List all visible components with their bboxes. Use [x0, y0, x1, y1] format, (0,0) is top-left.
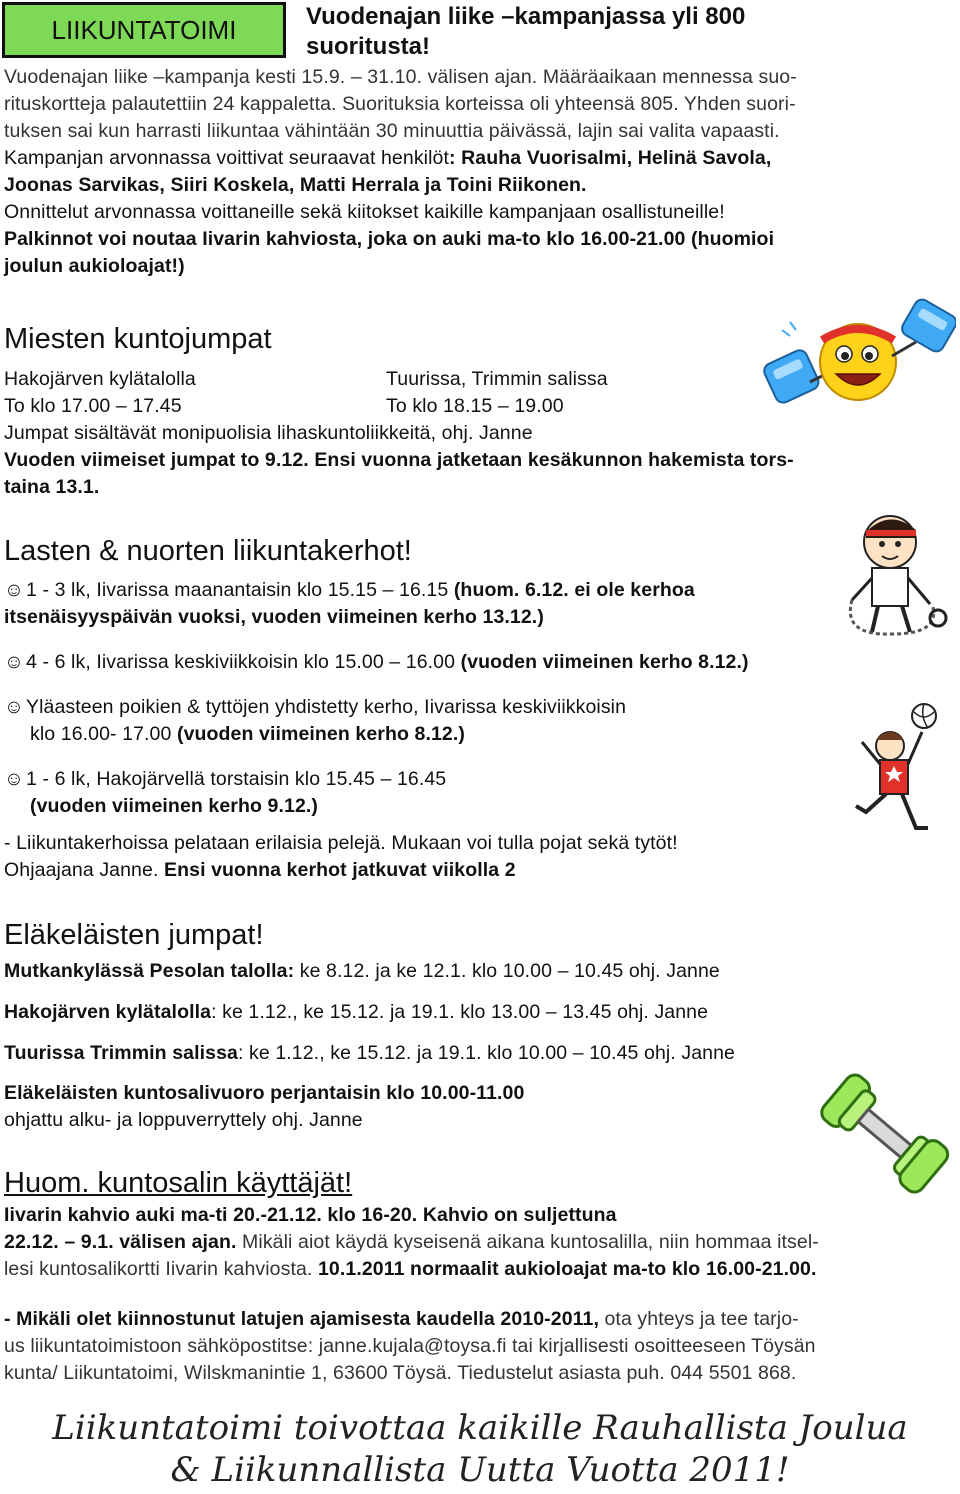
trails-paragraph: [4, 1306, 799, 1333]
men-schedule-note: taina 13.1.: [4, 476, 100, 498]
club-item: [4, 766, 446, 793]
club-note: (vuoden viimeinen kerho 8.12.): [176, 723, 465, 745]
men-location-2: Tuurissa, Trimmin salissa: [386, 368, 608, 390]
prize-info: joulun aukioloajat!): [4, 255, 185, 277]
gym-notice: [4, 1229, 819, 1256]
winners-names: : Rauha Vuorisalmi, Helinä Savola,: [449, 147, 772, 169]
section-heading-kids: Lasten & nuorten liikuntakerhot!: [4, 535, 412, 567]
boy-jump-rope-icon: [832, 508, 958, 638]
men-location-1: Hakojärven kylätalolla: [4, 368, 196, 390]
smiley-icon: ☺: [4, 579, 25, 601]
gym-normal-hours: 10.1.2011 normaalit aukioloajat ma-to klo 16.00-21.00.: [317, 1258, 817, 1280]
men-description: Jumpat sisältävät monipuolisia lihaskuntoliikkeitä, ohj. Janne: [4, 422, 533, 444]
trails-contact: kunta/ Liikuntatoimi, Wilskmanintie 1, 63600 Töysä. Tiedustelut asiasta puh. 044 5501 868.: [4, 1362, 797, 1384]
greeting-line: & Liikunnallista Uutta Vuotta 2011!: [170, 1450, 790, 1490]
winners-intro: Kampanjan arvonnassa voittivat seuraavat henkilöt: [4, 147, 449, 169]
senior-time: : ke 1.12., ke 15.12. ja 19.1. klo 10.00 – 10.45 ohj. Janne: [237, 1042, 735, 1064]
club-info: [4, 857, 516, 884]
greeting-line: Liikuntatoimi toivottaa kaikille Rauhallista Joulua: [52, 1408, 908, 1448]
text-line: [4, 145, 797, 172]
text-line: Onnittelut arvonnassa voittaneille sekä kiitokset kaikille kampanjaan osallistuneille!: [4, 201, 725, 223]
club-time: 1 - 3 lk, Iivarissa maanantaisin klo 15.15 – 16.15: [26, 579, 454, 601]
men-time-1: To klo 17.00 – 17.45: [4, 395, 182, 417]
title-line: Vuodenajan liike –kampanjassa yli 800: [306, 3, 746, 30]
club-note: (vuoden viimeinen kerho 9.12.): [30, 795, 318, 817]
text-line: rituskortteja palautettiin 24 kappaletta. Suorituksia korteissa oli yhteensä 805. Yhden suori-: [4, 93, 796, 115]
senior-location: Mutkankylässä Pesolan talolla:: [4, 960, 295, 982]
smiley-icon: ☺: [4, 696, 25, 718]
gym-notice: Iivarin kahvio auki ma-ti 20.-21.12. klo 16-20. Kahvio on suljettuna: [4, 1204, 617, 1226]
prize-info: Palkinnot voi noutaa Iivarin kahviosta, joka on auki ma-to klo 16.00-21.00 (huomioi: [4, 228, 775, 250]
smiley-icon: ☺: [4, 768, 25, 790]
club-note: (huom. 6.12. ei ole kerhoa: [453, 579, 695, 601]
title-line: suoritusta!: [306, 33, 431, 60]
club-time: klo 16.00- 17.00: [30, 723, 177, 745]
trails-contact: us liikuntatoimistoon sähköpostitse: janne.kujala@toysa.fi tai kirjallisesti osoitteeseen Töysän: [4, 1335, 816, 1357]
senior-gym-note: ohjattu alku- ja loppuverryttely ohj. Janne: [4, 1109, 363, 1131]
senior-gym-time: Eläkeläisten kuntosalivuoro perjantaisin klo 10.00-11.00: [4, 1082, 525, 1104]
section-heading-seniors: Eläkeläisten jumpat!: [4, 919, 264, 951]
senior-row: [4, 999, 708, 1026]
club-next-start: Ensi vuonna kerhot jatkuvat viikolla 2: [164, 859, 516, 881]
club-info: - Liikuntakerhoissa pelataan erilaisia pelejä. Mukaan voi tulla pojat sekä tytöt!: [4, 832, 678, 854]
club-instructor: Ohjaajana Janne.: [4, 859, 164, 881]
smiley-icon: ☺: [4, 651, 25, 673]
senior-location: Hakojärven kylätalolla: [4, 1001, 212, 1023]
men-schedule-note: Vuoden viimeiset jumpat to 9.12. Ensi vuonna jatketaan kesäkunnon hakemista tors-: [4, 449, 794, 471]
club-time: 1 - 6 lk, Hakojärvellä torstaisin klo 15.45 – 16.45: [26, 768, 447, 790]
section-heading-men: Miesten kuntojumpat: [4, 323, 272, 355]
text-line: tuksen sai kun harrasti liikuntaa vähintään 30 minuuttia päivässä, lajin sai valita vapaasti.: [4, 120, 780, 142]
winners-names: Joonas Sarvikas, Siiri Koskela, Matti Herrala ja Toini Riikonen.: [4, 174, 587, 196]
senior-row: [4, 958, 720, 985]
smiley-weights-icon: [760, 296, 956, 436]
club-time: 4 - 6 lk, Iivarissa keskiviikkoisin klo 15.00 – 16.00: [26, 651, 461, 673]
girl-volleyball-icon: [836, 702, 956, 842]
club-note: itsenäisyyspäivän vuoksi, vuoden viimeinen kerho 13.12.): [4, 606, 544, 628]
dumbbell-icon: [818, 1062, 954, 1202]
campaign-paragraph: [4, 64, 797, 280]
trails-text: ota yhteys ja tee tarjo-: [598, 1308, 799, 1330]
club-item: [4, 649, 749, 676]
club-item: [4, 577, 695, 604]
senior-time: : ke 1.12., ke 15.12. ja 19.1. klo 13.00 – 13.45 ohj. Janne: [211, 1001, 709, 1023]
section-heading-gym: Huom. kuntosalin käyttäjät!: [4, 1167, 353, 1199]
text-line: Vuodenajan liike –kampanja kesti 15.9. – 31.10. välisen ajan. Määräaikaan mennessa suo-: [4, 66, 797, 88]
club-time: Yläasteen poikien & tyttöjen yhdistetty kerho, Iivarissa keskiviikkoisin: [26, 696, 627, 718]
gym-notice: [4, 1256, 817, 1283]
gym-notice-text: lesi kuntosalikortti Iivarin kahviosta.: [4, 1258, 318, 1280]
trails-intro: - Mikäli olet kiinnostunut latujen ajamisesta kaudella 2010-2011,: [4, 1308, 599, 1330]
club-item: [4, 694, 626, 721]
page-title: [306, 2, 745, 62]
club-note: (vuoden viimeinen kerho 8.12.): [460, 651, 749, 673]
gym-closed-dates: 22.12. – 9.1. välisen ajan.: [4, 1231, 237, 1253]
section-badge: LIIKUNTATOIMI: [2, 2, 286, 58]
gym-notice-text: Mikäli aiot käydä kyseisenä aikana kuntosalilla, niin hommaa itsel-: [236, 1231, 819, 1253]
club-item-cont: [30, 721, 465, 748]
senior-location: Tuurissa Trimmin salissa: [4, 1042, 238, 1064]
senior-time: ke 8.12. ja ke 12.1. klo 10.00 – 10.45 ohj. Janne: [294, 960, 720, 982]
senior-row: [4, 1040, 735, 1067]
men-time-2: To klo 18.15 – 19.00: [386, 395, 564, 417]
